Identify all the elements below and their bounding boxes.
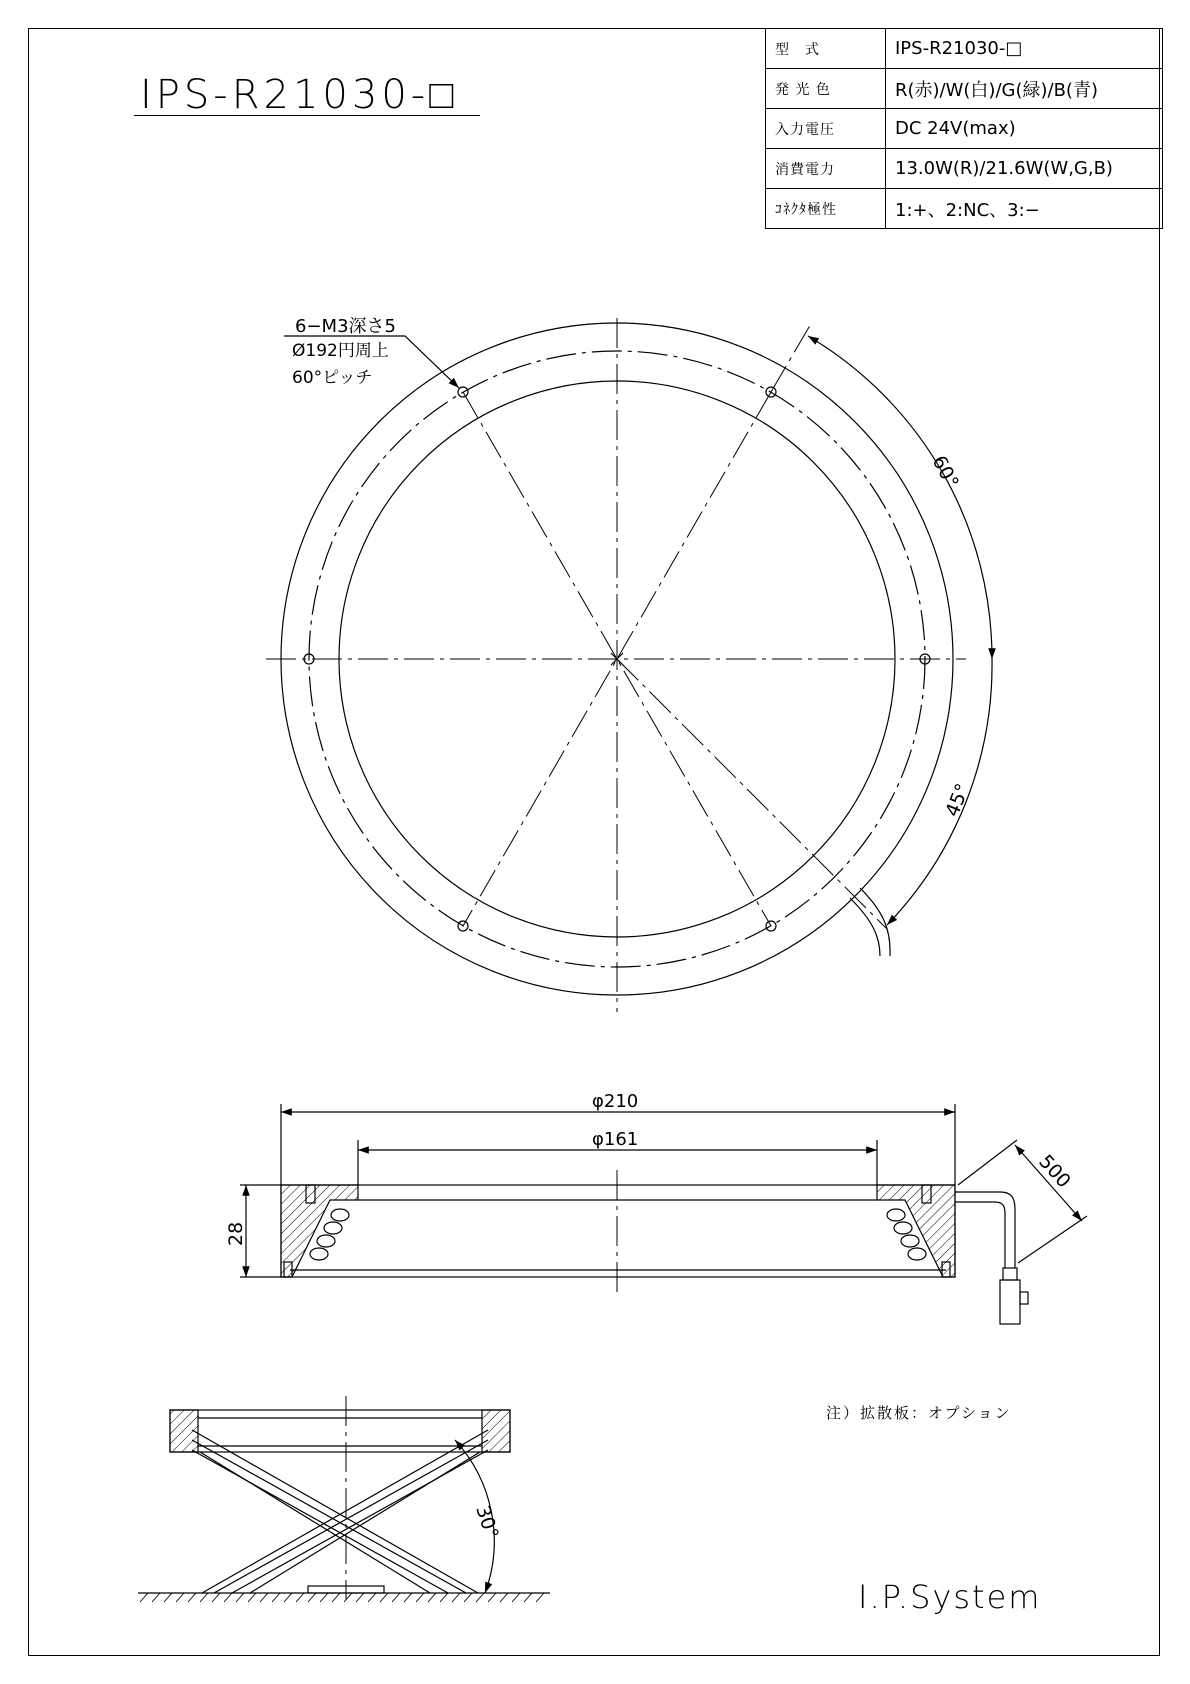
hole-note-line3: 60°ピッチ	[292, 368, 373, 388]
ground-hatch	[140, 1593, 544, 1602]
spec-key: 型 式	[766, 29, 886, 69]
spec-value: 13.0W(R)/21.6W(W,G,B)	[886, 149, 1163, 189]
spec-value: IPS-R21030-□	[886, 29, 1163, 69]
hole-note-line2: Ø192円周上	[292, 341, 389, 361]
inner-diameter-label: φ161	[592, 1129, 639, 1150]
company-name: I.P.System	[858, 1578, 1042, 1616]
spec-value: 1:+、2:NC、3:−	[886, 189, 1163, 229]
outer-diameter-label: φ210	[592, 1091, 639, 1112]
usage-angle-label: 30°	[471, 1502, 503, 1542]
spec-value: R(赤)/W(白)/G(緑)/B(青)	[886, 69, 1163, 109]
option-note: 注）拡散板：オプション	[826, 1404, 1012, 1422]
cable-length-label: 500	[1034, 1150, 1075, 1193]
drawing-title: IPS-R21030-□	[140, 72, 458, 118]
height-label: 28	[225, 1221, 247, 1246]
spec-key: 発 光 色	[766, 69, 886, 109]
spec-value: DC 24V(max)	[886, 109, 1163, 149]
spec-key: 入力電圧	[766, 109, 886, 149]
hole-note-line1: 6−M3深さ5	[295, 316, 396, 337]
angle-60-label: 60°	[927, 452, 963, 493]
angle-45-label: 45°	[941, 780, 975, 820]
light-beams	[192, 1430, 488, 1593]
spec-key: ｺﾈｸﾀ極性	[766, 189, 886, 229]
spec-key: 消費電力	[766, 149, 886, 189]
